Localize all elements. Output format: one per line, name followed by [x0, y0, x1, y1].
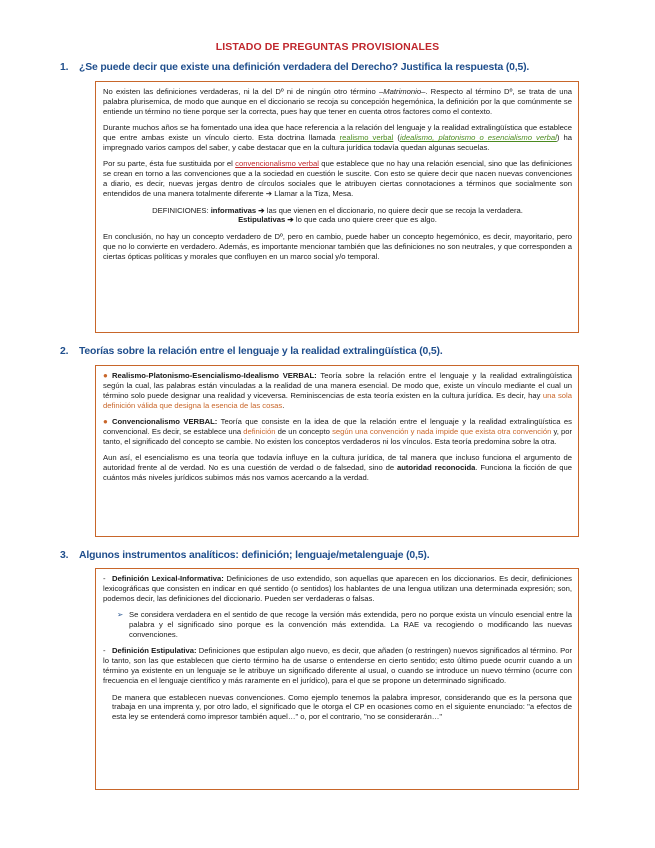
answer-1-paragraph-1: No existen las definiciones verdaderas, ni la del Dº ni de ningún otro término –Matrimonio–. Respecto al término Dº, se trata de una palabra plurisemica, de modo que aunque en el diccionario se recoja su concepción hegemónica, la definición por la que comúnmente se entiende un término no tiene porque ser la correcta, pues hay que tener en cuenta otros factores como el contexto. — [103, 87, 572, 116]
question-3-number: 3. — [60, 550, 69, 561]
bullet-icon: ● — [103, 417, 108, 427]
question-2-heading — [60, 346, 589, 357]
definicion-estipulativa-item: - Definición Estipulativa: Definiciones que estipulan algo nuevo, es decir, que añaden (o restringen) nuevos significados al término. Por lo tanto, son las que establecen que cierto término ha de usarse o entenderse en cierto sentido; esto último puede ocurrir cuando a un término ya existente en un lenguaje se le atribuye un significado diferente al usual, o cuando se introduce un nuevo término (ocurre con frecuencia en el lenguaje científico y más raramente en el jurídico), para el que se propone un determinado significado. — [103, 646, 572, 686]
question-1-number: 1. — [60, 62, 69, 73]
realismo-verbal-link[interactable]: realismo verbal — [339, 133, 394, 143]
page-title: LISTADO DE PREGUNTAS PROVISIONALES — [215, 41, 440, 53]
question-2-number: 2. — [60, 346, 69, 357]
definicion-lexical-item: - Definición Lexical-Informativa: Definiciones de uso extendido, son aquellas que aparecen en los diccionarios. Es decir, definiciones lexicográficas que consisten en indicar en qué sentido (o sentidos) los hablantes de una lengua utilizan una determinada expresión; son, podemos decir, las definiciones del diccionario. Pueden ser verdaderas o falsas. — [103, 574, 572, 603]
answer-2-closing: Aun así, el esencialismo es una teoría que todavía influye en la cultura jurídica, de tal manera que incluso funciona el argumento de autoridad frente al de verdad. No es una cuestión de verdad o de falsedad, sino de autoridad reconocida. Funciona la ficción de que cuántos más niveles jurídicos subimos más nos vamos acercando a la verdad. — [103, 453, 572, 483]
definiciones-line-1: DEFINICIONES: informativas ➔ las que vienen en el diccionario, no quiere decir que se recoja la verdadera. — [152, 205, 523, 215]
question-3-heading — [60, 550, 589, 561]
idealismo-link[interactable]: idealismo, platonismo o esencialismo verbal — [399, 133, 557, 143]
answer-2-box — [95, 365, 579, 537]
convencionalismo-verbal-link[interactable]: convencionalismo verbal — [235, 159, 319, 169]
arrow-bullet-icon: ➢ — [117, 610, 124, 620]
answer-3-box — [95, 568, 579, 790]
question-3-text: Algunos instrumentos analíticos: definición; lenguaje/metalenguaje (0,5). — [79, 550, 430, 561]
definicion-estipulativa-example: De manera que establecen nuevas convenciones. Como ejemplo tenemos la palabra impresor, considerando que es la persona que trabaja en una imprenta y, por otro lado, el significado que le otorga el CP en ocasiones como en el siguiente enunciado: "a efectos de esta ley se entenderá como impresor también aquel…" o, por el contrario, "no se considerarán…" — [112, 692, 572, 722]
question-1-text: ¿Se puede decir que existe una definición verdadera del Derecho? Justifica la respuesta (0,5). — [79, 62, 530, 73]
answer-1-paragraph-3: Por su parte, ésta fue sustituida por el convencionalismo verbal que establece que no hay una relación esencial, sino que las definiciones se crean en torno a las convenciones que a la sociedad en cuestión le suscite. Con esto se quiere decir que nacen nuevas convenciones a diario, es decir, nuevas jergas dentro de círculos sociales que le atribuyen ciertas connotaciones a términos que socialmente son entendidos de una manera totalmente diferente ➔ Llamar a la Tiza, Mesa. — [103, 159, 573, 199]
question-2-text: Teorías sobre la relación entre el lenguaje y la realidad extralingüística (0,5). — [79, 346, 443, 357]
definicion-lexical-subitem: ➢ Se considera verdadera en el sentido de que recoge la versión más extendida, pero no porque exista un vínculo esencial entre la palabra y el significado sino porque es la convención más extendida. La RAE va recogiendo o modificando las nuevas convenciones. — [117, 610, 572, 640]
theory-convencionalismo-bullet: ● Convencionalismo VERBAL: Teoría que consiste en la idea de que la relación entre el lenguaje y la realidad extralingüística es convencional. Es decir, se establece una definición de un concepto según una convención y nada impide que exista otra convención y, por tanto, el significado del concepto se cambie. No existen los conceptos verdaderos ni los vínculos. Esta teoría predomina sobre la otra. — [103, 417, 573, 446]
answer-1-paragraph-2: Durante muchos años se ha fomentado una idea que hace referencia a la relación del lenguaje y la realidad extralingüística que establece que entre ambas existe un vínculo cierto. Esta doctrina llamada realismo verbal (idealismo, platonismo o esencialismo verbal) ha impregnado varios campos del saber, y cabe destacar que en la cultura jurídica todavía quedan algunas secuelas. — [103, 123, 572, 153]
answer-1-conclusion: En conclusión, no hay un concepto verdadero de Dº, pero en cambio, puede haber un concepto hegemónico, es decir, mayoritario, pero que no lo convierte en verdadero. Además, es importante mencionar también que las definiciones no son neutrales, y que corresponden a ciertas ópticas políticas y morales que confluyen en un marco social y/o temporal. — [103, 231, 572, 261]
question-1-heading — [60, 62, 589, 73]
definiciones-line-2: Estipulativas ➔ lo que cada uno quiere creer que es algo. — [238, 215, 437, 225]
answer-1-box — [95, 81, 579, 333]
theory-realismo-bullet: ● Realismo-Platonismo-Esencialismo-Idealismo VERBAL: Teoría sobre la relación entre el lenguaje y la realidad extralingüística según la cual, las palabras están vinculadas a la realidad de una manera esencial. De modo que, existe un vínculo mediante el cual un término solo puede designar una realidad y viceversa. Reminiscencias de esta teoría existen en la cultura jurídica. Es decir, hay una sola definición válida que designa la esencia de las cosas. — [103, 371, 572, 410]
bullet-icon: ● — [103, 371, 108, 380]
